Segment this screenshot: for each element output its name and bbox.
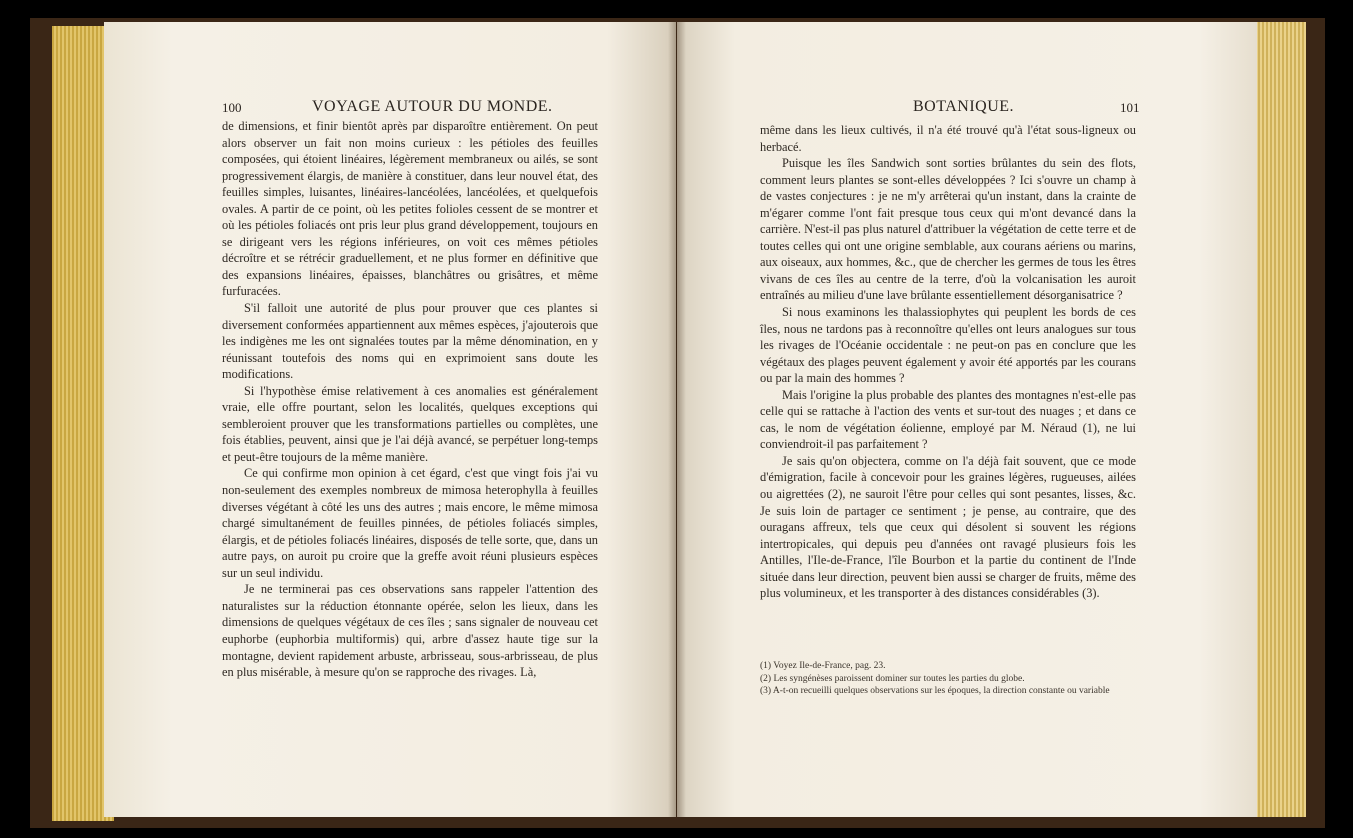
right-paragraph: Puisque les îles Sandwich sont sorties brûlantes du sein des flots, comment leurs plantes se sont-elles développées ? Ici s'ouvre un champ à de vastes conjectures : je ne m'y arrêterai qu'un instant, dans la crainte de m'égarer comme l'ont fait presque tous ceux qui m'ont devancé dans la carrière. N'est-il pas plus naturel d'attribuer la végétation de cette terre et de toutes celles qui ont une origine semblable, aux courans aériens ou marins, aux oiseaux, aux hommes, &c., que de chercher les germes de tous les êtres vivans de ces îles au centre de la terre, d'où la volcanisation les auroit entraînés au milieu d'une lave brûlante essentiellement désorganisatrice ? — [760, 156, 1136, 303]
footnotes — [760, 660, 1140, 698]
left-page-number: 100 — [222, 100, 242, 115]
left-paragraph: S'il falloit une autorité de plus pour prouver que ces plantes si diversement conformées appartiennent aux mêmes espèces, j'ajouterois que les indigènes me les ont signalées toutes par la même dénomination, en y réunissant toutefois des noms qui en exprimoient sans doute les modifications. — [222, 301, 598, 382]
right-paragraph: Si nous examinons les thalassiophytes qui peuplent les bords de ces îles, nous ne tardons pas à reconnoître qu'elles ont leurs analogues sur tous les rivages de l'Océanie occidentale : ne peut-on pas en conclure que les végétaux des plages peuvent également y avoir été apportés par les courans ou par la main des hommes ? — [760, 305, 1136, 386]
left-paragraph: Si l'hypothèse émise relativement à ces anomalies est généralement vraie, elle offre pourtant, selon les localités, quelques exceptions qui sembleroient prouver que les transformations partielles ou complètes, une fois établies, peuvent, ainsi que je l'ai déjà avancé, se perpétuer long-temps et peut-être toujours de la même manière. — [222, 383, 598, 464]
right-running-head: BOTANIQUE. — [913, 98, 1015, 115]
left-paragraph: Ce qui confirme mon opinion à cet égard, c'est que vingt fois j'ai vu non-seulement des exemples nombreux de mimosa heterophylla à feuilles diverses végétant à côté les uns des autres ; mais encore, le même mimosa chargé simultanément de feuilles pinnées, de pétioles foliacés simples, élargis, et de pétioles foliacés linéaires, disposés de telle sorte, que, dans un autre pays, on auroit pu croire que la greffe avoit réuni plusieurs espèces sur un seul individu. — [222, 466, 598, 580]
book-gutter — [668, 22, 686, 817]
left-paragraph: Je ne terminerai pas ces observations sans rappeler l'attention des naturalistes sur la réduction étonnante opérée, selon les lieux, dans les dimensions de quelques végétaux de ces îles ; sans signaler de nouveau cet euphorbe (euphorbia multiformis) qui, arbre d'assez haute tige sur la montagne, devient rapidement arbuste, arbrisseau, sous-arbrisseau, de plus en plus misérable, à mesure qu'on se rapproche des rivages. Là, — [222, 582, 598, 680]
left-running-head: VOYAGE AUTOUR DU MONDE. — [312, 98, 553, 115]
right-paragraph: Je sais qu'on objectera, comme on l'a déjà fait souvent, que ce mode d'émigration, facile à concevoir pour les graines légères, rugueuses, ailées ou aigrettées (2), ne sauroit l'être pour celles qui sont pesantes, lisses, &c. Je suis loin de partager ce sentiment ; je pense, au contraire, que des ouragans affreux, tels que ceux qui désolent si souvent les régions intertropicales, qui depuis peu d'années ont ravagé plusieurs fois les Antilles, l'Ile-de-France, l'île Bourbon et la partie du continent de l'Inde située dans leur direction, peuvent bien aussi se charger de fruits, même des plus volumineux, et les transporter à des distances considérables (3). — [760, 453, 1136, 601]
right-page-edges — [1256, 22, 1306, 817]
footnote: (1) Voyez Ile-de-France, pag. 23. — [760, 661, 886, 671]
left-page-body — [222, 118, 598, 681]
left-paragraph: de dimensions, et finir bientôt après par disparoître entièrement. On peut alors observer un fait non moins curieux : les pétioles des feuilles composées, qui étoient linéaires, légèrement membraneux ou ailés, se sont progressivement élargis, de manière à constituer, dans leur nouvel état, des feuilles simples, luisantes, linéaires-lancéolées, lancéolées, et quelquefois ovales. A partir de ce point, où les petites folioles cessent de se montrer et où les pétioles foliacés ont pris leur plus grand développement, toujours en se dirigeant vers les régions inférieures, on voit ces mêmes pétioles décroître et se rétrécir graduellement, et ne plus former en définitive que des expansions linéaires, épaisses, blanchâtres ou grisâtres, et même furfuracées. — [222, 119, 598, 299]
right-paragraph: même dans les lieux cultivés, il n'a été trouvé qu'à l'état sous-ligneux ou herbacé. — [760, 123, 1136, 154]
right-page-number: 101 — [1120, 100, 1140, 115]
footnote: (3) A-t-on recueilli quelques observations sur les époques, la direction constante ou variable — [760, 686, 1110, 696]
footnote: (2) Les syngénèses paroissent dominer sur toutes les parties du globe. — [760, 673, 1025, 684]
right-page-body — [760, 122, 1136, 602]
right-paragraph: Mais l'origine la plus probable des plantes des montagnes n'est-elle pas celle qui se rattache à l'action des vents et sur-tout des nuages ; et dans ce cas, le nom de végétation éolienne, employé par M. Néraud (1), ne lui conviendroit-il pas parfaitement ? — [760, 387, 1136, 452]
